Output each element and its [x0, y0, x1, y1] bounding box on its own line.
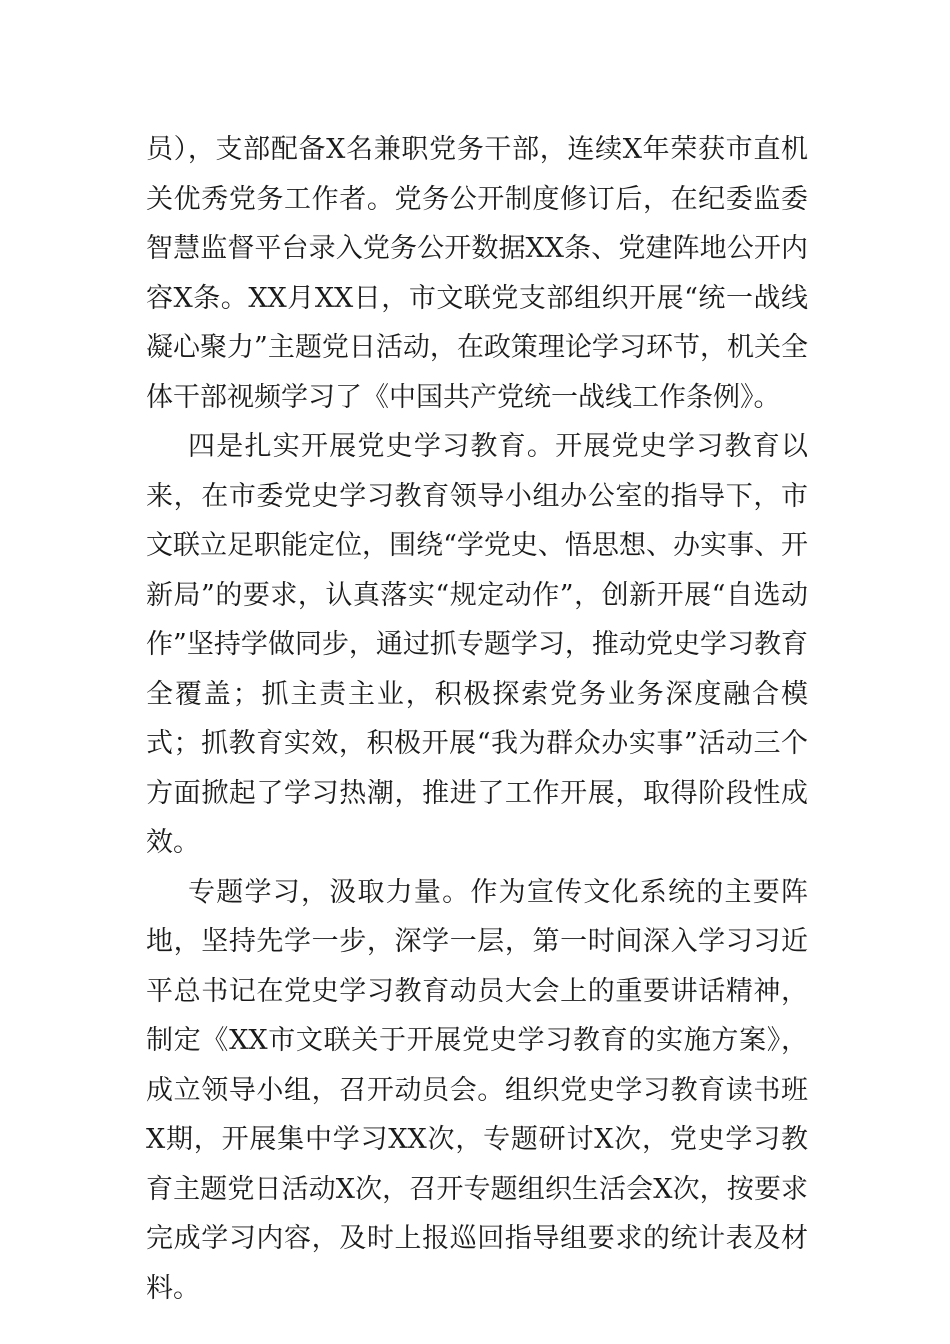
paragraph-special-study: 专题学习，汲取力量。作为宣传文化系统的主要阵地，坚持先学一步，深学一层，第一时间深入学习习近平总书记在党史学习教育动员大会上的重要讲话精神，制定《XX市文联关于开展党史学习教育的实施方案》，成立领导小组，召开动员会。组织党史学习教育读书班X期，开展集中学习XX次，专题研讨X次，党史学习教育主题党日活动X次，召开专题组织生活会X次，按要求完成学习内容，及时上报巡回指导组要求的统计表及材料。 [146, 876, 808, 1304]
document-body [146, 125, 808, 1313]
paragraph-continuation: 员），支部配备X名兼职党务干部，连续X年荣获市直机关优秀党务工作者。党务公开制度修订后，在纪委监委智慧监督平台录入党务公开数据XX条、党建阵地公开内容X条。XX月XX日，市文联党支部组织开展“统一战线凝心聚力”主题党日活动，在政策理论学习环节，机关全体干部视频学习了《中国共产党统一战线工作条例》。 [146, 134, 808, 413]
paragraph-party-history-education: 四是扎实开展党史学习教育。开展党史学习教育以来，在市委党史学习教育领导小组办公室的指导下，市文联立足职能定位，围绕“学党史、悟思想、办实事、开新局”的要求，认真落实“规定动作”，创新开展“自选动作”坚持学做同步，通过抓专题学习，推动党史学习教育全覆盖；抓主责主业，积极探索党务业务深度融合模式；抓教育实效，积极开展“我为群众办实事”活动三个方面掀起了学习热潮，推进了工作开展，取得阶段性成效。 [146, 431, 808, 858]
